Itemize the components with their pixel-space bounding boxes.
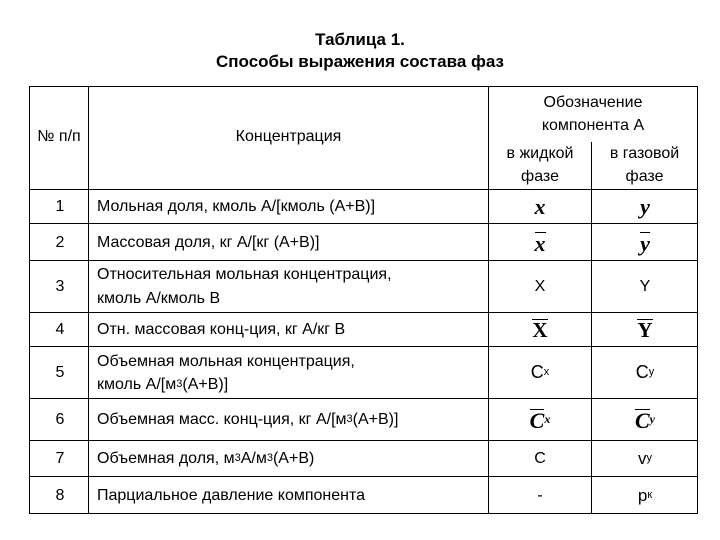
row-4-liquid-cell [490, 313, 590, 346]
row-7-gas-cell [594, 441, 696, 476]
row-7-gas-sub: y [646, 452, 652, 464]
header-concentration: Концентрация [235, 127, 342, 145]
header-component: компонента А [541, 116, 645, 134]
header-gas: в газовой [609, 144, 680, 162]
header-num: № п/п [37, 127, 81, 145]
row-6-num: 6 [55, 411, 65, 428]
row-2-num: 2 [55, 233, 65, 251]
row-7-gas-symbol: v [638, 449, 647, 468]
row-6-gas-cell [594, 399, 696, 440]
row-3-name-line2: кмоль А/кмоль В [97, 289, 221, 307]
row-8-liquid-symbol: - [537, 486, 543, 504]
row-1-num: 1 [55, 198, 65, 215]
row-2-liquid-cell [490, 224, 590, 260]
row-6-name-part-end: (А+В)] [352, 411, 399, 428]
row-7-name-sup1: 3 [234, 452, 241, 464]
row-2-liquid-symbol: x [534, 230, 546, 256]
header-designation: Обозначение [543, 93, 643, 111]
row-7-name [97, 441, 485, 476]
row-6-gas-symbol: C [634, 408, 650, 433]
row-1-gas-symbol: y [640, 194, 650, 219]
row-4-num: 4 [55, 321, 65, 338]
row-8-name: Парциальное давление компонента [97, 486, 366, 504]
row-4-name: Отн. массовая конц-ция, кг А/кг В [97, 321, 346, 338]
row-6-liquid-symbol: C [529, 408, 545, 433]
row-8-num: 8 [55, 486, 65, 504]
row-5-name-part-end: (А+В)] [182, 375, 229, 393]
header-liquid: в жидкой [506, 144, 574, 162]
row-7-name-sup2: 3 [266, 452, 273, 464]
row-5-gas-sub: y [648, 366, 655, 378]
row-3-gas-symbol: Y [639, 278, 651, 295]
row-6-name-sup: 3 [346, 413, 353, 425]
table-title: Способы выражения состава фаз [216, 52, 504, 71]
row-5-name-part: кмоль А/[м [97, 375, 177, 393]
row-8-gas-cell [594, 477, 696, 513]
row-6-name [97, 399, 485, 440]
row-7-name-part-end: (А+В) [272, 450, 315, 467]
header-gas-phase: фазе [625, 167, 664, 185]
row-8-gas-symbol: p [637, 485, 648, 505]
row-6-gas-sub: y [649, 412, 655, 426]
header-liquid-phase: фазе [521, 167, 559, 185]
row-2-name: Массовая доля, кг А/[кг (А+В)] [97, 233, 320, 251]
row-5-gas-cell [594, 347, 696, 398]
row-2-gas-symbol: y [640, 230, 650, 256]
row-5-name-sup: 3 [176, 377, 183, 390]
row-1-name: Мольная доля, кмоль А/[кмоль (А+В)] [97, 198, 376, 215]
row-8-gas-sub: к [647, 488, 653, 501]
row-5-liquid-cell [490, 347, 590, 398]
row-5-num: 5 [55, 364, 65, 381]
row-3-num: 3 [55, 278, 65, 295]
row-2-gas-cell [594, 224, 696, 260]
row-7-num: 7 [55, 450, 65, 467]
row-3-liquid-symbol: X [534, 278, 546, 295]
row-1-liquid-symbol: x [534, 194, 546, 219]
row-4-gas-symbol: Y [637, 318, 653, 342]
row-6-name-part: Объемная масс. конц-ция, кг А/[м [97, 411, 347, 428]
row-5-name-line1: Объемная мольная концентрация, [97, 352, 355, 370]
row-5-liquid-symbol: C [530, 362, 544, 382]
row-7-liquid-symbol: C [534, 450, 546, 467]
row-7-name-part: Объемная доля, м [97, 450, 235, 467]
table-caption: Таблица 1. [315, 30, 405, 49]
row-4-liquid-symbol: X [532, 318, 548, 342]
row-6-liquid-cell [490, 399, 590, 440]
row-5-name-line2 [97, 372, 485, 396]
row-7-name-part-mid: А/м [240, 450, 267, 467]
row-4-gas-cell [594, 313, 696, 346]
row-5-gas-symbol: C [635, 362, 649, 382]
row-3-name-line1: Относительная мольная концентрация, [97, 265, 392, 283]
row-6-liquid-sub: x [544, 412, 551, 426]
row-5-liquid-sub: x [543, 366, 550, 378]
